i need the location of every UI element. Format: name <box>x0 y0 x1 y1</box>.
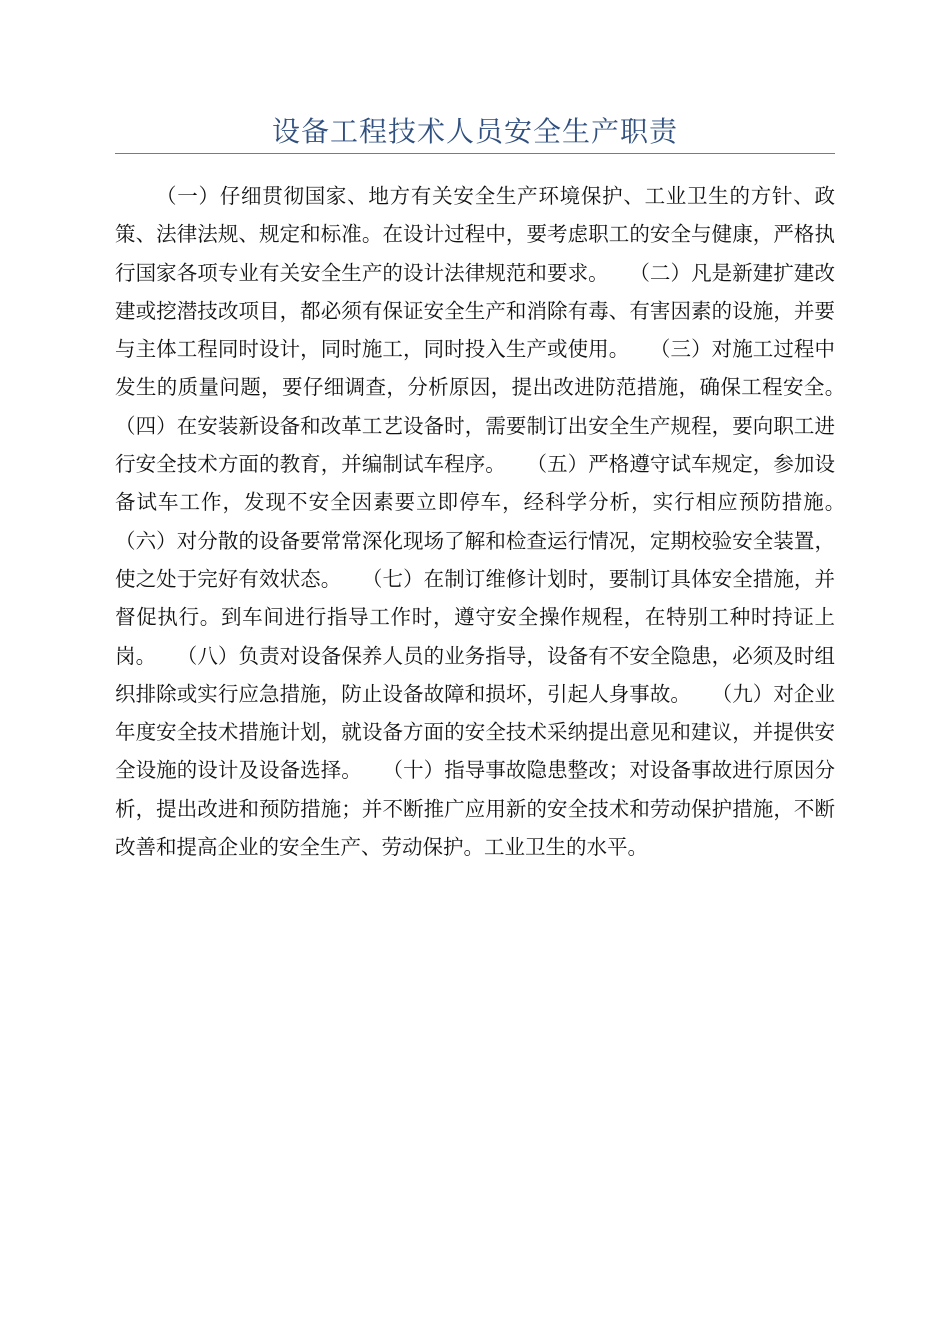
document-body: （一）仔细贯彻国家、地方有关安全生产环境保护、工业卫生的方针、政策、法律法规、规定和标准。在设计过程中，要考虑职工的安全与健康，严格执行国家各项专业有关安全生产的设计法律规范和要求。 （二）凡是新建扩建改建或挖潜技改项目，都必须有保证安全生产和消除有毒、有害因素的设施，并要与主体工程同时设计，同时施工，同时投入生产或使用。 （三）对施工过程中发生的质量问题，要仔细调查，分析原因，提出改进防范措施，确保工程安全。 （四）在安装新设备和改革工艺设备时，需要制订出安全生产规程，要向职工进行安全技术方面的教育，并编制试车程序。 （五）严格遵守试车规定，参加设备试车工作，发现不安全因素要立即停车，经科学分析，实行相应预防措施。 （六）对分散的设备要常常深化现场了解和检查运行情况，定期校验安全装置，使之处于完好有效状态。 （七）在制订维修计划时，要制订具体安全措施，并督促执行。到车间进行指导工作时，遵守安全操作规程，在特别工种时持证上岗。 （八）负责对设备保养人员的业务指导，设备有不安全隐患，必须及时组织排除或实行应急措施，防止设备故障和损坏，引起人身事故。 （九）对企业年度安全技术措施计划，就设备方面的安全技术采纳提出意见和建议，并提供安全设施的设计及设备选择。 （十）指导事故隐患整改；对设备事故进行原因分析，提出改进和预防措施；并不断推广应用新的安全技术和劳动保护措施，不断改善和提高企业的安全生产、劳动保护。工业卫生的水平。 <box>115 184 876 860</box>
title-underline <box>115 153 835 154</box>
document-title: 设备工程技术人员安全生产职责 <box>271 115 678 148</box>
